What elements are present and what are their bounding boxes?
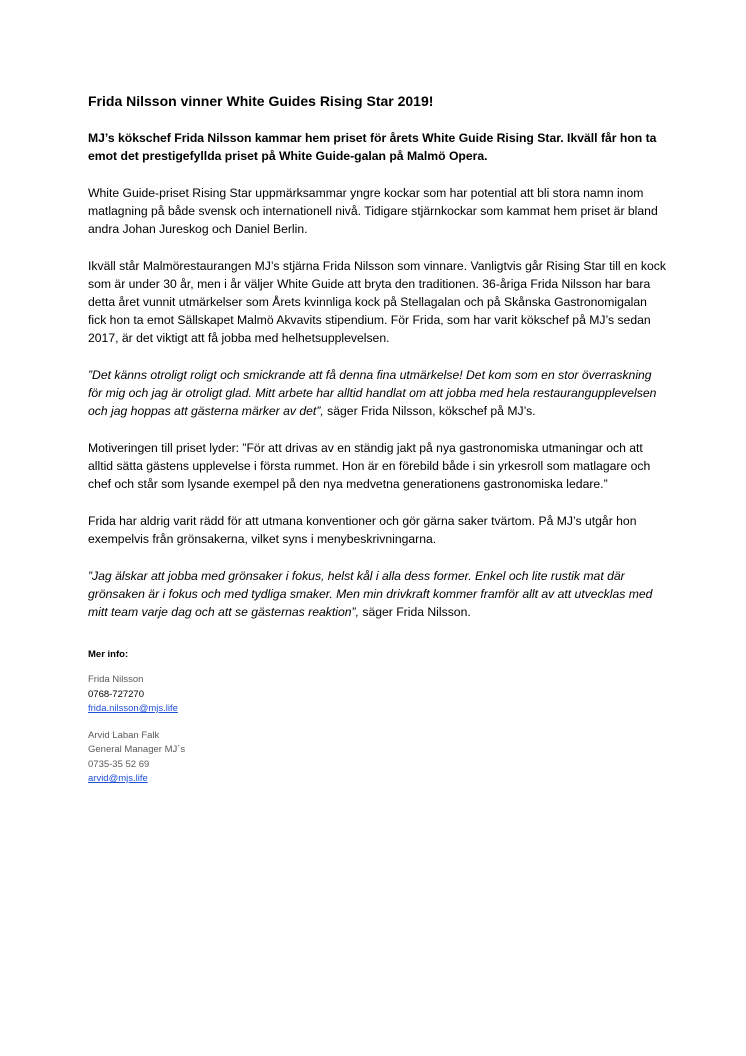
- contact-email-link[interactable]: frida.nilsson@mjs.life: [88, 703, 178, 714]
- contact-role: General Manager MJ´s: [88, 744, 186, 755]
- contact-email-link[interactable]: arvid@mjs.life: [88, 773, 148, 784]
- contact-phone: 0768-727270: [88, 688, 144, 700]
- press-release: [88, 92, 668, 799]
- quote-attribution-1: säger Frida Nilsson, kökschef på MJ’s.: [323, 404, 536, 418]
- page-title: Frida Nilsson vinner White Guides Rising Star 2019!: [88, 93, 434, 109]
- body-paragraph-3: Motiveringen till priset lyder: ”För att drivas av en ständig jakt på nya gastronomiska utmaningar och att alltid sätta gästens upplevelse i första rummet. Hon är en förebild både i sin yrkesroll som matlagare och chef och står som lysande exempel på den nya medvetna generationens gastronomiska ledare.”: [88, 441, 651, 491]
- quote-text-2: ”Jag älskar att jobba med grönsaker i fokus, helst kål i alla dess former. Enkel och lite rustik mat där grönsaken är i fokus och med tydliga smaker. Men min drivkraft kommer framför allt av att utvecklas med mitt team varje dag och att se gästernas reaktion”,: [88, 569, 653, 619]
- contact-name: Arvid Laban Falk: [88, 729, 160, 741]
- contact-heading: Mer info:: [88, 649, 129, 660]
- contact-name: Frida Nilsson: [88, 674, 144, 685]
- lead-paragraph: MJ’s kökschef Frida Nilsson kammar hem priset för årets White Guide Rising Star. Ikväll får hon ta emot det prestigefyllda priset på White Guide-galan på Malmö Opera.: [88, 131, 657, 163]
- contact-block-1: [88, 673, 668, 717]
- body-paragraph-1: White Guide-priset Rising Star uppmärksammar yngre kockar som har potential att bli stora namn inom matlagning på både svensk och internationell nivå. Tidigare stjärnkockar som kammat hem priset är bland andra Johan Jureskog och Daniel Berlin.: [88, 186, 658, 236]
- contact-block-2: [88, 729, 668, 787]
- body-paragraph-2: Ikväll står Malmörestaurangen MJ’s stjärna Frida Nilsson som vinnare. Vanligtvis går Rising Star till en kock som är under 30 år, men i år väljer White Guide att bryta den traditionen. 36-åriga Frida Nilsson har bara detta året vunnit utmärkelser som Årets kvinnliga kock på Stellagalan och på Skånska Gastronomigalan fick hon ta emot Sällskapet Malmö Akvavits stipendium. För Frida, som har varit kökschef på MJ’s sedan 2017, är det viktigt att få jobba med helhetsupplevelsen.: [88, 259, 666, 345]
- quote-paragraph-2: [88, 567, 668, 621]
- quote-attribution-2: säger Frida Nilsson.: [358, 605, 471, 619]
- quote-paragraph-1: [88, 366, 668, 420]
- quote-text-1: ”Det känns otroligt roligt och smickrande att få denna fina utmärkelse! Det kom som en stor överraskning för mig och jag är otroligt glad. Mitt arbete har alltid handlat om att jobba med hela restaurangupplevelsen och jag hoppas att gästerna märker av det”,: [88, 368, 657, 418]
- contact-phone: 0735-35 52 69: [88, 758, 150, 770]
- body-paragraph-4: Frida har aldrig varit rädd för att utmana konventioner och gör gärna saker tvärtom. På MJ’s utgår hon exempelvis från grönsakerna, vilket syns i menybeskrivningarna.: [88, 514, 637, 546]
